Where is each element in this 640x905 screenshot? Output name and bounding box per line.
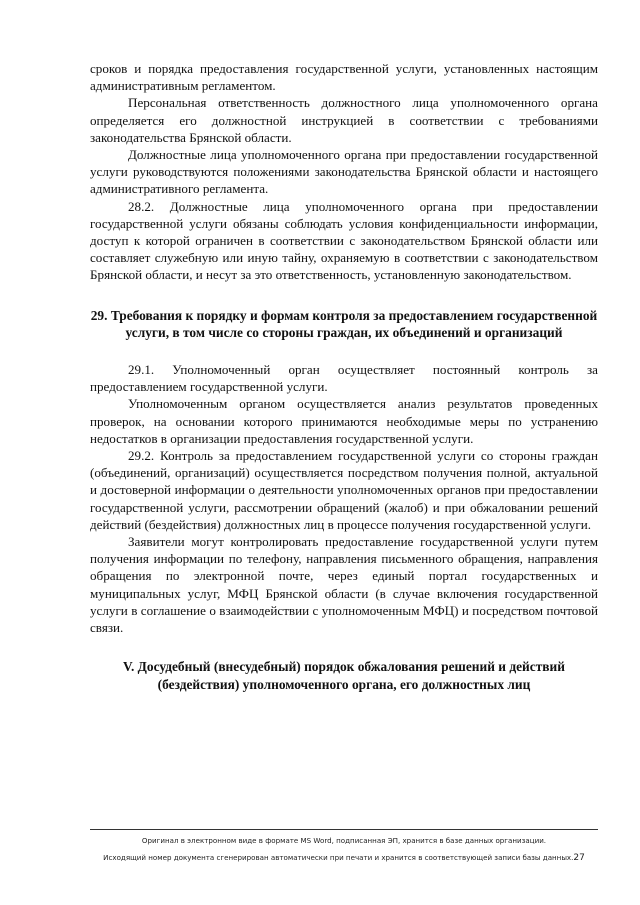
footer-line-2-text: Исходящий номер документа сгенерирован автоматически при печати и хранится в соответствующей записи базы данных. [103, 853, 574, 862]
paragraph: 29.1. Уполномоченный орган осуществляет постоянный контроль за предоставлением государственной услуги. [90, 362, 598, 395]
footer-line-2 [90, 849, 598, 867]
page-number: 27 [573, 853, 585, 863]
footer-divider [90, 829, 598, 830]
paragraph: Заявители могут контролировать предоставление государственной услуги путем получения информации по телефону, направления письменного обращения, направления обращения по электронной почте, через единый портал государственных и муниципальных услуг, МФЦ Брянской области (в случае включения государственной услуги в соглашение о взаимодействии с уполномоченным МФЦ) и посредством почтовой связи. [90, 534, 598, 636]
footer-line-1: Оригинал в электронном виде в формате MS Word, подписанная ЭП, хранится в базе данных организации. [141, 836, 547, 845]
paragraph: Уполномоченным органом осуществляется анализ результатов проведенных проверок, на основании которого принимаются необходимые меры по устранению недостатков в организации предоставления государственной услуги. [90, 396, 598, 446]
paragraph: 29.2. Контроль за предоставлением государственной услуги со стороны граждан (объединений, организаций) осуществляется посредством получения полной, актуальной и достоверной информации о деятельности уполномоченных органов при предоставлении государственной услуги, рассмотрении обращений (жалоб) и при обжаловании решений действий (бездействия) должностных лиц в процессе получения государственной услуги. [90, 448, 598, 532]
paragraph: сроков и порядка предоставления государственной услуги, установленных настоящим административным регламентом. [90, 61, 598, 94]
page-footer [90, 832, 598, 867]
section-heading-v: V. Досудебный (внесудебный) порядок обжалования решений и действий (бездействия) уполномоченного органа, его должностных лиц [123, 659, 565, 692]
paragraph: Персональная ответственность должностного лица уполномоченного органа определяется его должностной инструкцией в соответствии с требованиями законодательства Брянской области. [90, 95, 598, 145]
document-body [90, 60, 598, 693]
paragraph: 28.2. Должностные лица уполномоченного органа при предоставлении государственной услуги обязаны соблюдать условия конфиденциальности информации, доступ к которой ограничен в соответствии с законодательством Брянской области или составляет служебную или иную тайну, охраняемую в соответствии с законодательством Брянской области, и несут за это ответственность, установленную законодательством. [90, 198, 598, 283]
section-heading-29: 29. Требования к порядку и формам контроля за предоставлением государственной услуги, в том числе со стороны граждан, их объединений и организаций [90, 307, 598, 340]
paragraph: Должностные лица уполномоченного органа при предоставлении государственной услуги руководствуются положениями законодательства Брянской области и настоящего административного регламента. [90, 147, 598, 197]
